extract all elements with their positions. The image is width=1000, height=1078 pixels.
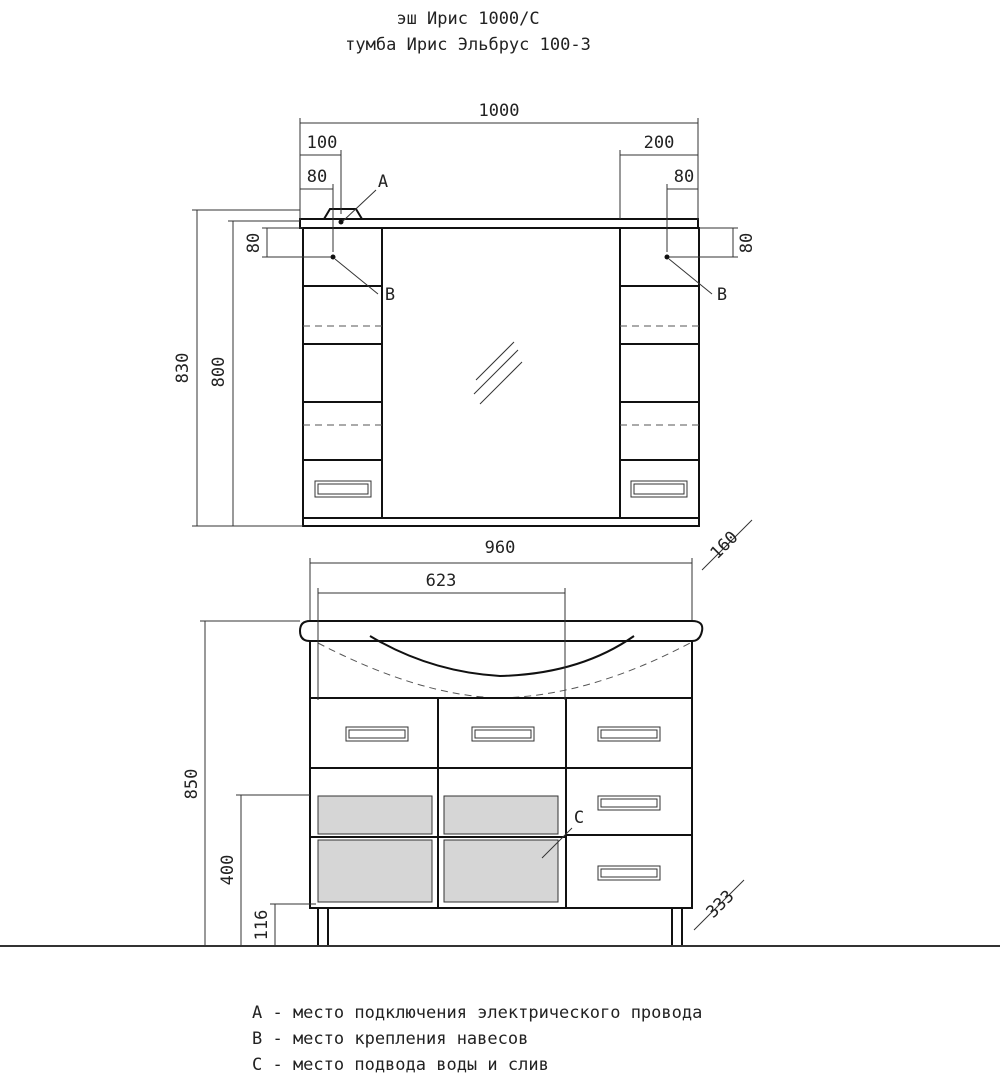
mirror-cabinet-top-shelf	[300, 219, 698, 228]
dim-left-offset: 100	[306, 133, 338, 153]
vanity-leg	[318, 908, 328, 946]
dim-right-offset: 200	[643, 133, 675, 153]
dim-hole-left: 80	[244, 232, 264, 254]
drawer-handle-icon	[598, 866, 660, 880]
dim-vanity-depth: 160	[706, 527, 743, 564]
legend-item-b: B - место крепления навесов	[252, 1029, 529, 1049]
dim-vanity-depth-2: 333	[702, 886, 739, 923]
marker-c: C	[573, 808, 585, 828]
drawer-handle-icon	[631, 481, 687, 497]
lamp-icon	[324, 209, 362, 219]
frosted-panel	[318, 796, 432, 834]
mirror-cabinet-dimensions	[173, 101, 757, 526]
dim-basin-width: 623	[425, 571, 457, 591]
dim-vanity-width: 960	[484, 538, 516, 558]
marker-b-left: B	[384, 285, 396, 305]
frosted-panel	[444, 796, 558, 834]
mirror-cabinet-bottom-shelf	[303, 518, 699, 526]
vanity-countertop	[300, 621, 702, 641]
title-line-1: эш Ирис 1000/С	[396, 9, 540, 29]
frosted-panel	[318, 840, 432, 902]
marker-b-right: B	[716, 285, 728, 305]
drawer-handle-icon	[315, 481, 371, 497]
frosted-panel	[444, 840, 558, 902]
drawer-handle-icon	[598, 796, 660, 810]
dim-legs-height: 116	[252, 909, 272, 941]
legend-item-c: C - место подвода воды и слив	[252, 1055, 549, 1075]
mirror-glare	[476, 342, 514, 380]
drawer-handle-icon	[472, 727, 534, 741]
legend	[252, 1003, 702, 1075]
drawer-handle-icon	[598, 727, 660, 741]
dim-hole-right: 80	[737, 232, 757, 254]
mirror-cabinet	[300, 209, 699, 526]
vanity-leg	[672, 908, 682, 946]
marker-a: A	[377, 172, 389, 192]
vanity-unit	[0, 621, 1000, 946]
dim-cabinet-total-height: 830	[173, 352, 193, 384]
mirror-cabinet-body	[303, 228, 699, 518]
dim-cabinet-height: 800	[209, 356, 229, 388]
dim-water-height: 400	[218, 854, 238, 886]
dim-mirror-width: 1000	[478, 101, 520, 121]
dim-vanity-height: 850	[182, 768, 202, 800]
title-line-2: тумба Ирис Эльбрус 100-3	[345, 35, 591, 55]
dim-left-small: 80	[306, 167, 328, 187]
legend-item-a: A - место подключения электрического провода	[252, 1003, 703, 1023]
dim-right-small: 80	[673, 167, 695, 187]
drawer-handle-icon	[346, 727, 408, 741]
